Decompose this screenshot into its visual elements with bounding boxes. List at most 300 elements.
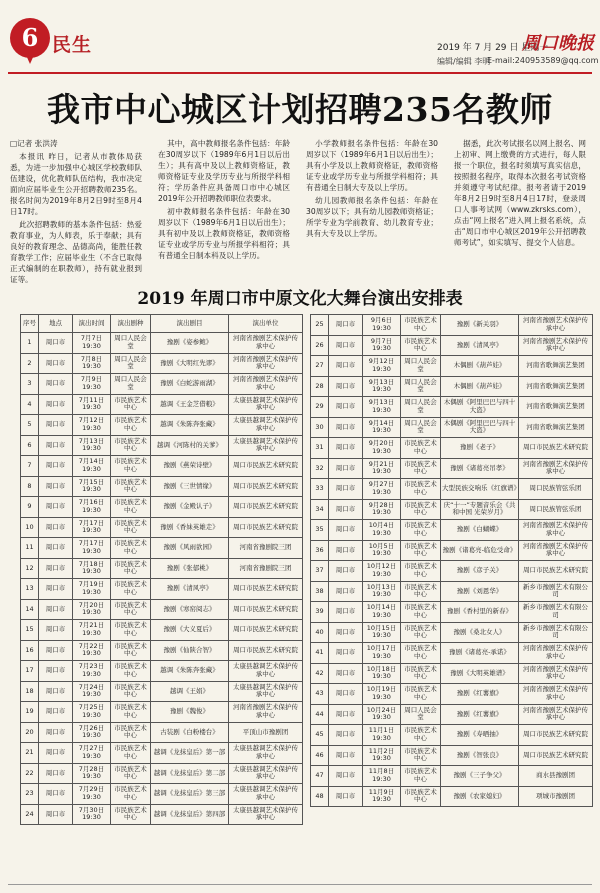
table-cell: 大型民族交响乐《红旗谱》 [441, 479, 519, 500]
table-cell: 河南省豫剧艺术保护传承中心 [519, 335, 593, 356]
table-row [311, 704, 593, 725]
table-cell: 33 [311, 479, 329, 500]
table-cell: 周口市民族艺术研究院 [229, 517, 303, 538]
table-cell: 周口市民族艺术研究院 [519, 561, 593, 582]
table-cell: 豫剧《红薯旗》 [441, 704, 519, 725]
table-cell: 越调《王金芝借粮》 [151, 394, 229, 415]
table-cell: 木偶剧《阿里巴巴与四十大盗》 [441, 417, 519, 438]
table-cell: 河南省豫剧艺术保护传承中心 [519, 458, 593, 479]
table-row [311, 417, 593, 438]
table-cell: 周口市民族艺术研究院 [229, 640, 303, 661]
table-cell: 豫剧《燕荣诗壁》 [151, 456, 229, 477]
table-cell: 市民族艺术中心 [111, 640, 151, 661]
table-row [21, 333, 303, 354]
table-cell: 周口人民会堂 [111, 333, 151, 354]
table-cell: 周口市 [329, 335, 363, 356]
table-cell: 河南省豫剧艺术保护传承中心 [519, 520, 593, 541]
table-cell: 13 [21, 579, 39, 600]
table-cell: 11月9日 19:30 [363, 786, 401, 807]
table-row [21, 435, 303, 456]
table-cell: 市民族艺术中心 [401, 438, 441, 459]
table-cell: 11 [21, 538, 39, 559]
column-header: 地点 [39, 315, 73, 333]
table-cell: 河南省豫剧艺术保护传承中心 [519, 315, 593, 336]
issue-date: 2019 年 7 月 29 日 星期一 [437, 43, 549, 53]
table-cell: 太康县越调艺术保护传承中心 [229, 661, 303, 682]
table-row [21, 415, 303, 436]
table-cell: 周口市民族艺术研究院 [229, 497, 303, 518]
table-cell: 9月27日 19:30 [363, 479, 401, 500]
table-cell: 豫剧《诸葛亮吊孝》 [441, 458, 519, 479]
table-cell: 平顶山市豫剧团 [229, 722, 303, 743]
table-cell: 市民族艺术中心 [111, 620, 151, 641]
table-cell: 周口人民会堂 [111, 374, 151, 395]
article-column-2 [158, 138, 290, 278]
table-cell: 9月20日 19:30 [363, 438, 401, 459]
table-cell: 36 [311, 540, 329, 561]
table-cell: 太康县越调艺术保护传承中心 [229, 784, 303, 805]
table-cell: 7月17日 19:30 [73, 517, 111, 538]
article-body [10, 138, 590, 284]
table-cell: 河南省豫剧艺术保护传承中心 [519, 663, 593, 684]
table-cell: 河南省豫剧艺术保护传承中心 [229, 374, 303, 395]
table-row [21, 620, 303, 641]
table-cell: 7月21日 19:30 [73, 620, 111, 641]
table-cell: 周口市 [329, 520, 363, 541]
table-cell: 9 [21, 497, 39, 518]
table-cell: 豫剧《新关羽》 [441, 315, 519, 336]
table-row [311, 540, 593, 561]
article-paragraph: 据悉，此次考试报名以网上报名、网上初审、网上缴费的方式进行，每人限报一个职位，报名时须填写真实信息，按照报名程序，取得本次报名考试资格并须遵守考试纪律。报考者请于2019年8月2日9时至8月4日17时，登录周口人事考试网（www.zkrsks.com），点击“网上报名”进入网上报名系统，点击“周口市中心城区2019年公开招聘教师考试”，如实填写、提交个人信息。 [454, 139, 586, 247]
table-cell: 豫剧《香妹英雄走》 [151, 517, 229, 538]
table-cell: 9月14日 19:30 [363, 417, 401, 438]
table-cell: 周口市 [329, 417, 363, 438]
table-cell: 豫剧《大明红先谬》 [151, 353, 229, 374]
article-column-1 [10, 138, 142, 284]
table-cell: 46 [311, 745, 329, 766]
table-cell: 周口市 [329, 643, 363, 664]
table-cell: 周口市 [39, 743, 73, 764]
table-cell: 周口市 [39, 784, 73, 805]
table-cell: 市民族艺术中心 [111, 435, 151, 456]
table-cell: 新乡市豫剧艺术有限公司 [519, 602, 593, 623]
table-cell: 11月2日 19:30 [363, 745, 401, 766]
table-row [21, 702, 303, 723]
table-cell: 新乡市豫剧艺术有限公司 [519, 622, 593, 643]
table-cell: 16 [21, 640, 39, 661]
table-row [21, 722, 303, 743]
table-row [311, 561, 593, 582]
table-cell: 7月7日 19:30 [73, 333, 111, 354]
table-cell: 27 [311, 356, 329, 377]
table-cell: 周口人民会堂 [401, 417, 441, 438]
table-cell: 21 [21, 743, 39, 764]
table-cell: 10月24日 19:30 [363, 704, 401, 725]
table-cell: 3 [21, 374, 39, 395]
table-cell: 市民族艺术中心 [401, 663, 441, 684]
table-cell: 市民族艺术中心 [401, 622, 441, 643]
column-header: 演出单位 [229, 315, 303, 333]
table-cell: 市民族艺术中心 [111, 476, 151, 497]
table-cell: 庆“十一”专题音乐会《共和中国 光荣岁月》 [441, 499, 519, 520]
table-cell: 太康县越调艺术保护传承中心 [229, 435, 303, 456]
table-cell: 周口市民族艺术研究院 [519, 438, 593, 459]
table-cell: 8 [21, 476, 39, 497]
table-cell: 周口市 [39, 435, 73, 456]
table-cell: 39 [311, 602, 329, 623]
table-row [311, 663, 593, 684]
table-cell: 市民族艺术中心 [401, 458, 441, 479]
table-row [21, 456, 303, 477]
table-cell: 太康县越调艺术保护传承中心 [229, 743, 303, 764]
editor-credit: 编辑/编辑 李明 [437, 57, 491, 66]
table-row [21, 804, 303, 825]
table-cell: 7月9日 19:30 [73, 374, 111, 395]
table-row [311, 725, 593, 746]
table-cell: 40 [311, 622, 329, 643]
table-cell: 7月26日 19:30 [73, 722, 111, 743]
table-cell: 7月17日 19:30 [73, 538, 111, 559]
table-cell: 周口市 [39, 763, 73, 784]
table-cell: 豫剧《香村里的新春》 [441, 602, 519, 623]
column-header: 演出剧种 [111, 315, 151, 333]
table-cell: 9月28日 19:30 [363, 499, 401, 520]
table-cell: 周口市 [39, 804, 73, 825]
table-row [21, 681, 303, 702]
article-paragraph: 此次招聘教师的基本条件包括：热爱教育事业，为人师表，乐于奉献；具有良好的教育理念、品德高尚，能胜任教育教学工作；应届毕业生（不含已取得正式编制的在职教师），持有就业报到证等。 [10, 220, 142, 284]
table-cell: 木偶剧《阿里巴巴与四十大盗》 [441, 397, 519, 418]
table-cell: 市民族艺术中心 [401, 786, 441, 807]
table-cell: 周口市 [329, 356, 363, 377]
table-cell: 周口市民族艺术研究院 [229, 456, 303, 477]
article-paragraph: 初中教师报名条件包括：年龄在30周岁以下（1989年6月1日以后出生）；具有初中及以上教师资格证，教师资格证专业或学历专业与所报学科相符；具有普通全日制本科及以上学历。 [158, 207, 290, 260]
table-cell: 周口人民会堂 [401, 356, 441, 377]
table-cell: 周口市 [329, 745, 363, 766]
table-cell: 4 [21, 394, 39, 415]
table-cell: 市民族艺术中心 [111, 558, 151, 579]
table-row [21, 640, 303, 661]
table-cell: 河南省歌舞演艺集团 [519, 397, 593, 418]
table-cell: 古装剧《白粉楼台》 [151, 722, 229, 743]
table-cell: 河南省歌舞演艺集团 [519, 356, 593, 377]
table-cell: 22 [21, 763, 39, 784]
table-cell: 7月30日 19:30 [73, 804, 111, 825]
table-cell: 5 [21, 415, 39, 436]
table-cell: 周口市 [329, 684, 363, 705]
table-cell: 周口市民族艺术研究院 [519, 725, 593, 746]
table-cell: 47 [311, 766, 329, 787]
table-cell: 豫剧《姿参鲍》 [151, 333, 229, 354]
table-cell: 周口市 [39, 579, 73, 600]
table-cell: 7月24日 19:30 [73, 681, 111, 702]
table-cell: 12 [21, 558, 39, 579]
table-cell: 市民族艺术中心 [401, 335, 441, 356]
table-cell: 市民族艺术中心 [401, 479, 441, 500]
table-cell: 周口市 [329, 725, 363, 746]
table-cell: 豫剧《诸葛亮-承诺》 [441, 643, 519, 664]
table-cell: 豫剧《风雨欲园》 [151, 538, 229, 559]
table-cell: 豫剧《诸葛亮-临危受命》 [441, 540, 519, 561]
table-cell: 周口市 [39, 333, 73, 354]
table-cell: 9月13日 19:30 [363, 397, 401, 418]
table-cell: 河南省豫剧院三团 [229, 538, 303, 559]
table-cell: 市民族艺术中心 [111, 681, 151, 702]
table-row [311, 458, 593, 479]
table-cell: 周口市 [329, 376, 363, 397]
table-cell: 周口市 [329, 438, 363, 459]
table-cell: 市民族艺术中心 [111, 702, 151, 723]
table-row [21, 763, 303, 784]
table-cell: 周口市 [39, 620, 73, 641]
table-cell: 市民族艺术中心 [401, 766, 441, 787]
table-cell: 河南省豫剧院三团 [229, 558, 303, 579]
table-cell: 周口市 [329, 663, 363, 684]
article-paragraph: 其中，高中教师报名条件包括：年龄在30周岁以下（1989年6月1日以后出生）；具有高中及以上教师资格证，教师资格证专业及学历专业与所报学科相符；学历条件应具备周口市中心城区2019年公开招聘教师职位表要求。 [158, 139, 290, 203]
newspaper-masthead: 周口晚报 [522, 33, 594, 54]
table-cell: 豫剧《刘恩华》 [441, 581, 519, 602]
table-cell: 周口市 [329, 458, 363, 479]
table-cell: 越调《朱陈奔张藏》 [151, 661, 229, 682]
table-row [21, 538, 303, 559]
table-cell: 7月23日 19:30 [73, 661, 111, 682]
article-headline: 我市中心城区计划招聘235名教师 [47, 90, 553, 129]
table-cell: 河南省豫剧艺术保护传承中心 [519, 643, 593, 664]
page-header [0, 0, 600, 74]
table-cell: 周口市 [39, 394, 73, 415]
table-cell: 市民族艺术中心 [401, 315, 441, 336]
table-cell: 河南省豫剧艺术保护传承中心 [519, 704, 593, 725]
schedule-table-right [310, 314, 593, 807]
table-cell: 9月13日 19:30 [363, 376, 401, 397]
table-cell: 15 [21, 620, 39, 641]
table-cell: 豫剧《张郁桃》 [151, 558, 229, 579]
table-cell: 市民族艺术中心 [401, 745, 441, 766]
table-cell: 6 [21, 435, 39, 456]
table-cell: 7月14日 19:30 [73, 456, 111, 477]
table-cell: 周口民族管弦乐团 [519, 479, 593, 500]
table-cell: 周口市民族艺术研究院 [229, 579, 303, 600]
table-cell: 太康县越调艺术保护传承中心 [229, 415, 303, 436]
table-cell: 市民族艺术中心 [111, 722, 151, 743]
table-cell: 周口市 [329, 479, 363, 500]
table-cell: 越调《朱陈奔张藏》 [151, 415, 229, 436]
table-cell: 17 [21, 661, 39, 682]
table-cell: 豫剧《寒窑阅志》 [151, 599, 229, 620]
table-cell: 7月19日 19:30 [73, 579, 111, 600]
table-cell: 周口市 [329, 315, 363, 336]
table-cell: 周口市 [329, 622, 363, 643]
table-cell: 豫剧《魏俊》 [151, 702, 229, 723]
table-row [311, 376, 593, 397]
table-cell: 豫剧《彦子关》 [441, 561, 519, 582]
table-cell: 市民族艺术中心 [111, 784, 151, 805]
table-cell: 周口市 [329, 561, 363, 582]
table-row [311, 786, 593, 807]
table-cell: 周口市 [39, 640, 73, 661]
table-cell: 42 [311, 663, 329, 684]
table-cell: 2 [21, 353, 39, 374]
table-cell: 周口市民族艺术研究院 [229, 599, 303, 620]
article-paragraph: 小学教师报名条件包括：年龄在30周岁以下（1989年6月1日以后出生）；具有小学及以上教师资格证，教师资格证专业或学历专业与所报学科相符；具有普通全日制大专及以上学历。 [306, 139, 438, 192]
table-cell: 太康县越调艺术保护传承中心 [229, 681, 303, 702]
table-cell: 越调《龙抹皇后》第一部 [151, 743, 229, 764]
schedule-title: 2019 年周口市中原文化大舞台演出安排表 [137, 289, 463, 309]
table-cell: 周口市民族艺术研究院 [229, 476, 303, 497]
column-header: 演出剧目 [151, 315, 229, 333]
table-row [311, 643, 593, 664]
table-cell: 10月4日 19:30 [363, 520, 401, 541]
table-cell: 豫剧《大明英雄谱》 [441, 663, 519, 684]
schedule-table-left [20, 314, 303, 825]
table-cell: 商水县豫剧团 [519, 766, 593, 787]
editor-email: E-mail:240953589@qq.com [487, 56, 599, 65]
table-cell: 周口市 [329, 602, 363, 623]
table-cell: 豫剧《大义夏后》 [151, 620, 229, 641]
table-row [311, 520, 593, 541]
table-cell: 项城市豫剧团 [519, 786, 593, 807]
table-cell: 23 [21, 784, 39, 805]
table-cell: 周口市 [329, 581, 363, 602]
table-row [311, 438, 593, 459]
table-cell: 7 [21, 456, 39, 477]
table-cell: 豫剧《三子争父》 [441, 766, 519, 787]
table-cell: 1 [21, 333, 39, 354]
table-cell: 35 [311, 520, 329, 541]
header-rule [8, 72, 592, 74]
table-cell: 市民族艺术中心 [401, 602, 441, 623]
table-cell: 越调《河陈村的关爹》 [151, 435, 229, 456]
table-cell: 市民族艺术中心 [401, 684, 441, 705]
table-cell: 周口人民会堂 [401, 704, 441, 725]
table-cell: 河南省豫剧艺术保护传承中心 [519, 540, 593, 561]
table-cell: 周口人民会堂 [111, 353, 151, 374]
table-cell: 19 [21, 702, 39, 723]
section-number: 6 [21, 23, 39, 52]
table-row [311, 315, 593, 336]
table-cell: 43 [311, 684, 329, 705]
table-cell: 河南省歌舞演艺集团 [519, 376, 593, 397]
table-cell: 市民族艺术中心 [111, 763, 151, 784]
table-cell: 越调《王娟》 [151, 681, 229, 702]
table-cell: 7月8日 19:30 [73, 353, 111, 374]
table-row [311, 356, 593, 377]
table-cell: 市民族艺术中心 [111, 579, 151, 600]
table-cell: 37 [311, 561, 329, 582]
table-row [21, 661, 303, 682]
table-cell: 10月5日 19:30 [363, 540, 401, 561]
table-cell: 市民族艺术中心 [401, 520, 441, 541]
table-cell: 周口市 [329, 786, 363, 807]
table-cell: 市民族艺术中心 [111, 804, 151, 825]
table-cell: 31 [311, 438, 329, 459]
table-cell: 周口市民族艺术研究院 [519, 745, 593, 766]
table-cell: 市民族艺术中心 [401, 643, 441, 664]
table-cell: 新乡市豫剧艺术有限公司 [519, 581, 593, 602]
table-cell: 豫剧《智张良》 [441, 745, 519, 766]
table-cell: 7月27日 19:30 [73, 743, 111, 764]
table-cell: 20 [21, 722, 39, 743]
table-row [311, 766, 593, 787]
table-cell: 26 [311, 335, 329, 356]
table-row [21, 743, 303, 764]
table-row [21, 579, 303, 600]
table-row [21, 374, 303, 395]
table-cell: 7月20日 19:30 [73, 599, 111, 620]
table-cell: 周口市 [329, 704, 363, 725]
table-row [21, 497, 303, 518]
table-cell: 10月17日 19:30 [363, 643, 401, 664]
table-cell: 豫剧《金殿认子》 [151, 497, 229, 518]
table-cell: 7月18日 19:30 [73, 558, 111, 579]
table-cell: 市民族艺术中心 [111, 661, 151, 682]
table-cell: 太康县越调艺术保护传承中心 [229, 763, 303, 784]
table-cell: 10月18日 19:30 [363, 663, 401, 684]
table-cell: 18 [21, 681, 39, 702]
table-row [311, 602, 593, 623]
table-cell: 9月12日 19:30 [363, 356, 401, 377]
table-cell: 豫剧《三世情缘》 [151, 476, 229, 497]
table-cell: 周口市 [39, 661, 73, 682]
article-byline: □记者 张洪涛 [10, 139, 58, 148]
table-cell: 9月21日 19:30 [363, 458, 401, 479]
table-cell: 木偶剧《葫芦娃》 [441, 376, 519, 397]
table-cell: 7月15日 19:30 [73, 476, 111, 497]
table-cell: 7月29日 19:30 [73, 784, 111, 805]
table-cell: 市民族艺术中心 [401, 540, 441, 561]
table-cell: 周口市 [39, 374, 73, 395]
table-cell: 太康县越调艺术保护传承中心 [229, 804, 303, 825]
table-cell: 周口市 [39, 353, 73, 374]
article-column-4 [454, 138, 586, 278]
table-cell: 38 [311, 581, 329, 602]
table-cell: 10月15日 19:30 [363, 622, 401, 643]
table-cell: 豫剧《白蝴蝶》 [441, 520, 519, 541]
table-cell: 周口市 [329, 540, 363, 561]
table-cell: 豫剧《清风亭》 [151, 579, 229, 600]
table-row [311, 499, 593, 520]
table-cell: 周口市 [329, 499, 363, 520]
footer-rule [8, 884, 592, 885]
table-cell: 41 [311, 643, 329, 664]
table-cell: 45 [311, 725, 329, 746]
table-cell: 10月12日 19:30 [363, 561, 401, 582]
table-cell: 市民族艺术中心 [111, 538, 151, 559]
table-cell: 豫剧《农家媳妇》 [441, 786, 519, 807]
section-badge [10, 18, 50, 70]
table-cell: 44 [311, 704, 329, 725]
table-row [21, 784, 303, 805]
table-cell: 越调《龙抹皇后》第二部 [151, 763, 229, 784]
table-cell: 10月13日 19:30 [363, 581, 401, 602]
table-row [311, 684, 593, 705]
table-cell: 10月19日 19:30 [363, 684, 401, 705]
table-cell: 7月25日 19:30 [73, 702, 111, 723]
table-cell: 周口市 [329, 397, 363, 418]
table-cell: 豫剧《红薯旗》 [441, 684, 519, 705]
table-row [21, 394, 303, 415]
table-cell: 河南省豫剧艺术保护传承中心 [229, 333, 303, 354]
table-cell: 7月28日 19:30 [73, 763, 111, 784]
table-cell: 市民族艺术中心 [401, 561, 441, 582]
table-cell: 25 [311, 315, 329, 336]
table-cell: 市民族艺术中心 [401, 499, 441, 520]
table-cell: 30 [311, 417, 329, 438]
table-cell: 32 [311, 458, 329, 479]
table-cell: 周口人民会堂 [401, 376, 441, 397]
table-cell: 豫剧《清风亭》 [441, 335, 519, 356]
table-cell: 市民族艺术中心 [111, 517, 151, 538]
table-cell: 29 [311, 397, 329, 418]
